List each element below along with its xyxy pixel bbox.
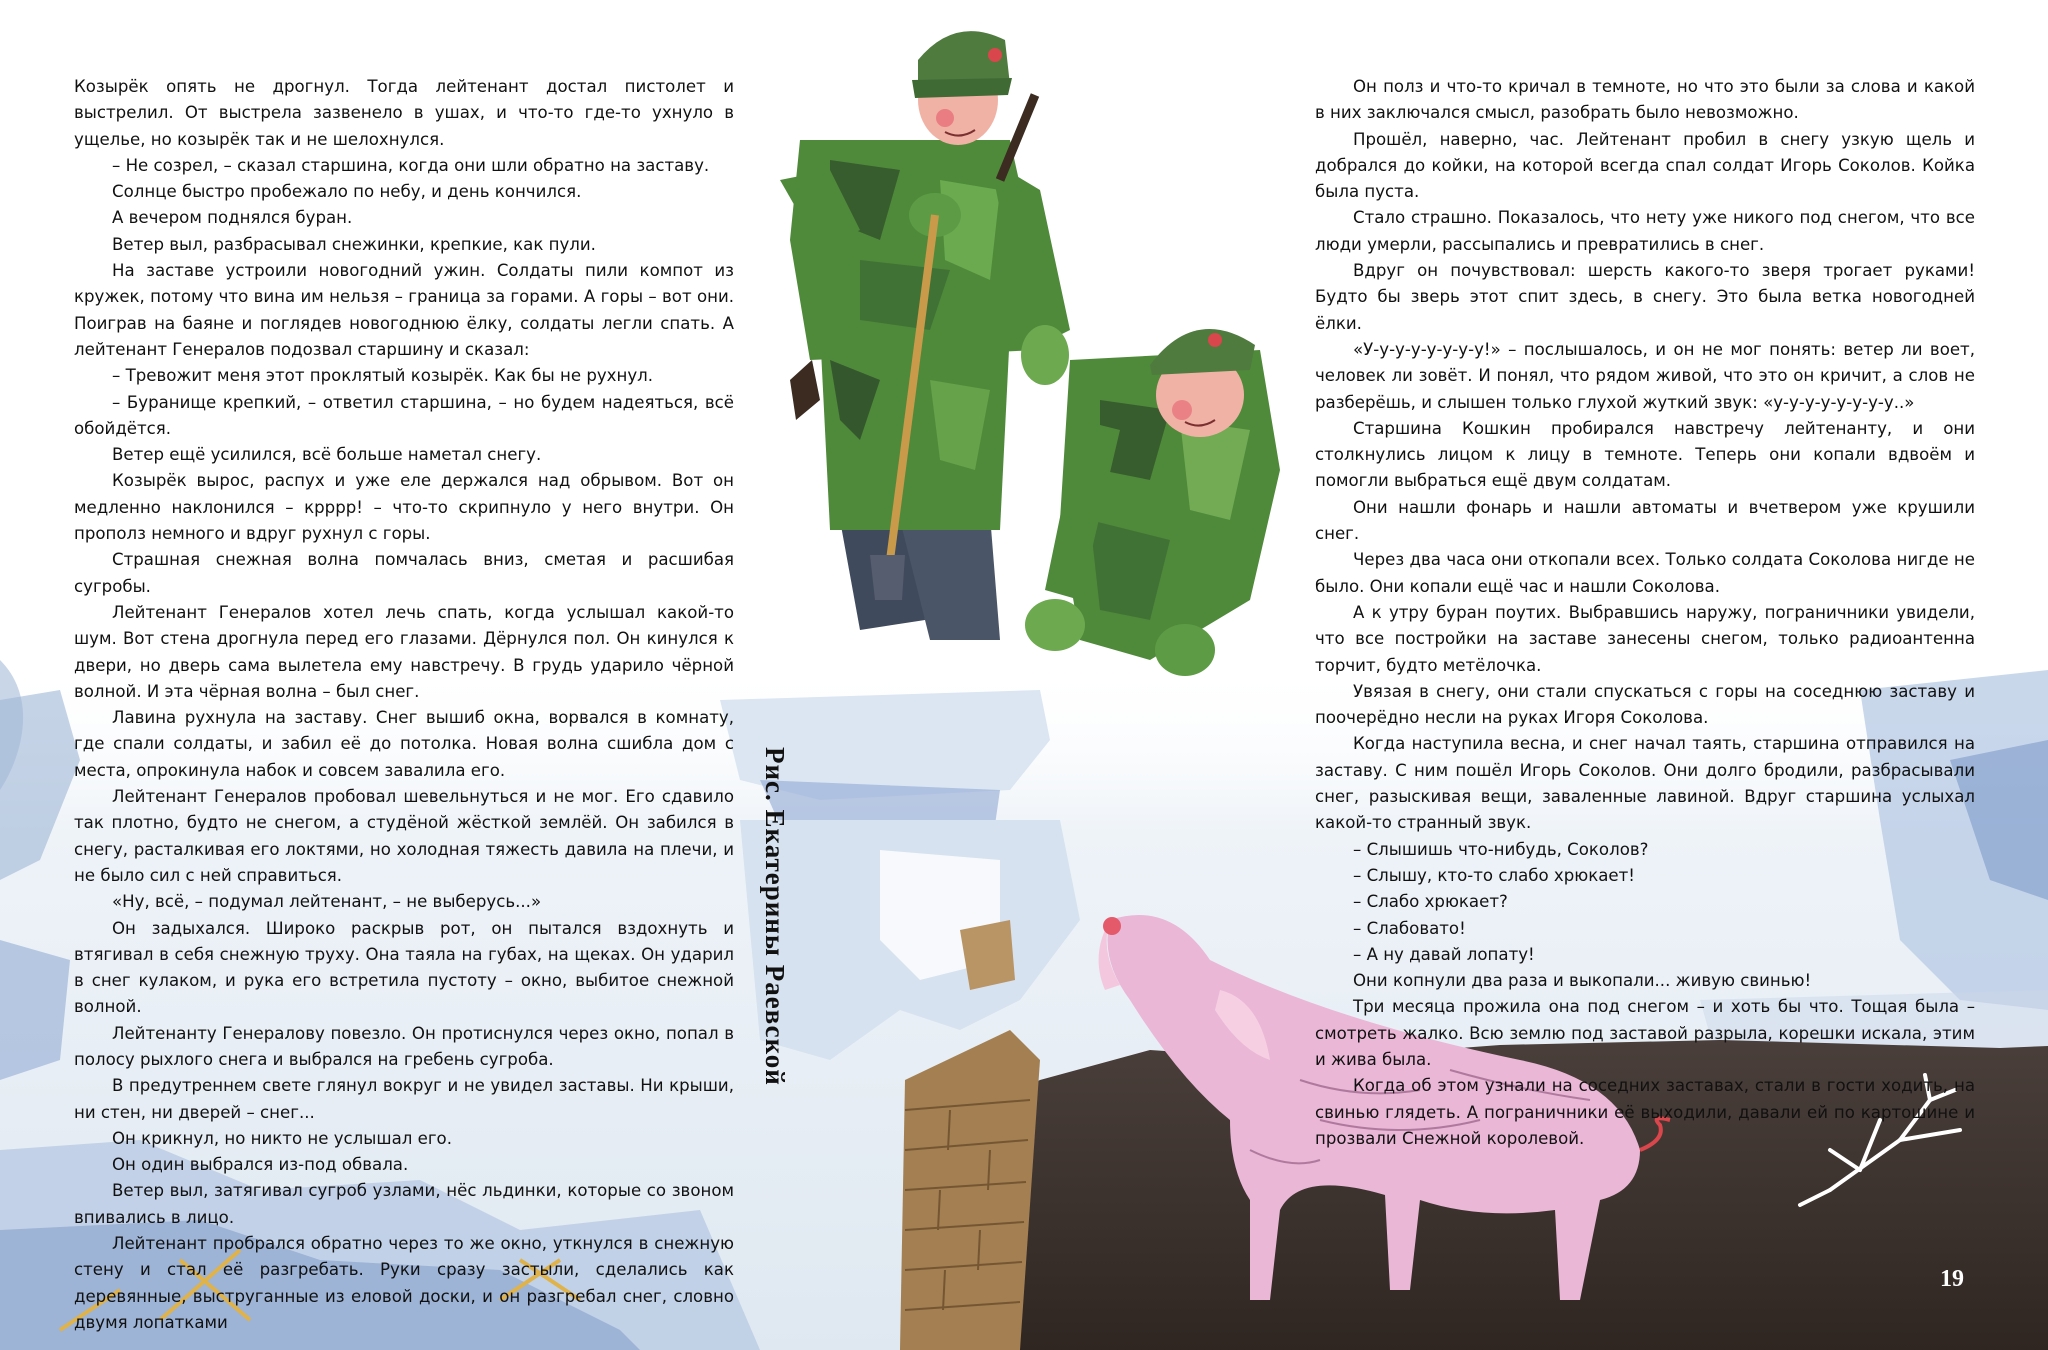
paragraph: – Слышишь что-нибудь, Соколов? [1353,839,1649,859]
paragraph: Они копнули два раза и выкопали... живую свинью! [1353,971,1812,991]
left-text-column [74,74,734,1336]
paragraph: Вдруг он почувствовал: шерсть какого-то зверя трогает руками! Будто бы зверь этот спит здесь, в снегу. Это была ветка новогодней ёлки. [1315,261,1975,333]
paragraph: Старшина Кошкин пробирался навстречу лейтенанту, и они столкнулись лицом к лицу в темноте. Теперь они копали вдвоём и помогли выбраться ещё двум солдатам. [1315,418,1975,491]
paragraph: – Не созрел, – сказал старшина, когда они шли обратно на заставу. [112,155,710,175]
paragraph: Ветер выл, затягивал сугроб узлами, нёс льдинки, которые со звоном впивались в лицо. [74,1181,734,1227]
soldier-with-shovel-icon [780,31,1070,640]
paragraph: Он один выбрался из-под обвала. [112,1155,409,1175]
paragraph: Лейтенант пробрался обратно через то же окно, уткнулся в снежную стену и стал её разгребать. Руки сразу застыли, сделались как деревянные, выструганные из еловой доски, и он разгребал снег, словно двумя лопатками [74,1234,734,1332]
paragraph: Солнце быстро пробежало по небу, и день кончился. [112,182,582,202]
paragraph: Козырёк вырос, распух и уже еле держался над обрывом. Вот он медленно наклонился – крррр! – что-то скрипнуло у него внутри. Он прополз немного и вдруг рухнул с горы. [74,471,734,544]
paragraph: А вечером поднялся буран. [112,208,353,228]
paragraph: Они нашли фонарь и нашли автоматы и вчетвером уже крушили снег. [1315,497,1975,544]
paragraph: Лейтенант Генералов пробовал шевельнуться и не мог. Его сдавило так плотно, будто не снегом, а студёной жёсткой землёй. Он забился в снегу, расталкивая его локтями, но холодная тяжесть давила на плечи, и не было сил с ней справиться. [74,787,734,885]
paragraph: Когда наступила весна, и снег начал таять, старшина отправился на заставу. С ним пошёл Игорь Соколов. Они долго бродили, разбрасывали снег, разыскивая вещи, заваленные лавиной. Вдруг старшина услыхал какой-то странный звук. [1315,734,1975,833]
paragraph: Ветер ещё усилился, всё больше наметал снегу. [112,445,542,465]
page-number: 19 [1940,1266,1964,1292]
paragraph: Через два часа они откопали всех. Только солдата Соколова нигде не было. Они копали ещё час и нашли Соколова. [1315,550,1975,596]
right-text-column [1315,74,1975,1152]
paragraph: Он полз и что-то кричал в темноте, но что это были за слова и какой в них заключался смысл, разобрать было невозможно. [1315,77,1975,123]
paragraph: Лейтенанту Генералову повезло. Он протиснулся через окно, попал в полосу рыхлого снега и выбрался на гребень сугроба. [74,1023,734,1069]
paragraph: Лавина рухнула на заставу. Снег вышиб окна, ворвался в комнату, где спали солдаты, и забил её до потолка. Новая волна сшибла дом с места, опрокинула набок и совсем завалила его. [74,708,734,780]
illustration-credit-text: Рис. Екатерины Раевской [760,747,790,1086]
paragraph: – Тревожит меня этот проклятый козырёк. Как бы не рухнул. [112,366,654,386]
paragraph: Он крикнул, но никто не услышал его. [112,1128,452,1148]
paragraph: – Слабовато! [1353,918,1466,938]
paragraph: Стало страшно. Показалось, что нету уже никого под снегом, что все люди умерли, рассыпались и превратились в снег. [1315,208,1975,254]
paragraph: В предутреннем свете глянул вокруг и не увидел заставы. Ни крыши, ни стен, ни дверей – снег... [74,1076,734,1122]
paragraph: «Ну, всё, – подумал лейтенант, – не выберусь...» [112,892,542,912]
paragraph: Ветер выл, разбрасывал снежинки, крепкие, как пули. [112,234,596,254]
paragraph: Козырёк опять не дрогнул. Тогда лейтенант достал пистолет и выстрелил. От выстрела зазвенело в ушах, и что-то где-то ухнуло в ущелье, но козырёк так и не шелохнулся. [74,77,734,149]
paragraph: А к утру буран поутих. Выбравшись наружу, пограничники увидели, что все постройки на заставе занесены снегом, только радиоантенна торчит, будто метёлочка. [1315,602,1975,675]
paragraph: Лейтенант Генералов хотел лечь спать, когда услышал какой-то шум. Вот стена дрогнула перед его глазами. Дёрнулся пол. Он кинулся к двери, но дверь сама вылетела ему навстречу. В грудь ударило чёрной волной. И эта чёрная волна – был снег. [74,602,734,701]
paragraph: Три месяца прожила она под снегом – и хоть бы что. Тощая была – смотреть жалко. Всю землю под заставой разрыла, корешки искала, этим и жива была. [1315,997,1975,1069]
paragraph: Страшная снежная волна помчалась вниз, сметая и расшибая сугробы. [74,550,734,596]
paragraph: На заставе устроили новогодний ужин. Солдаты пили компот из кружек, потому что вина им нельзя – граница за горами. А горы – вот они. Поиграв на баяне и поглядев новогоднюю ёлку, солдаты легли спать. А лейтенант Генералов подозвал старшину и сказал: [74,261,734,359]
paragraph: – А ну давай лопату! [1353,944,1535,964]
paragraph: – Слабо хрюкает? [1353,892,1508,912]
paragraph: – Буранище крепкий, – ответил старшина, – но будем надеяться, всё обойдётся. [74,392,734,438]
paragraph: Увязая в снегу, они стали спускаться с горы на соседнюю заставу и поочерёдно несли на руках Игоря Соколова. [1315,681,1975,728]
paragraph: Прошёл, наверно, час. Лейтенант пробил в снегу узкую щель и добрался до койки, на которой всегда спал солдат Игорь Соколов. Койка была пуста. [1315,129,1975,202]
paragraph: Он задыхался. Широко раскрыв рот, он пытался вздохнуть и втягивал в себя снежную труху. Она таяла на губах, на щеках. Он ударил в снег кулаком, и рука его встретила пустоту – окно, выбитое снежной волной. [74,918,734,1017]
paragraph: Когда об этом узнали на соседних заставах, стали в гости ходить, на свинью глядеть. А пограничники её выходили, давали ей по картошине и прозвали Снежной королевой. [1315,1076,1975,1148]
paragraph: «У-у-у-у-у-у-у-у!» – послышалось, и он не мог понять: ветер ли воет, человек ли зовёт. И понял, что рядом живой, что это он кричит, а слов не разберёшь, и слышен только глухой жуткий звук: «у-у-у-у-у-у-у-у..» [1315,339,1975,412]
crouching-soldier-icon [1025,329,1280,676]
paragraph: – Слышу, кто-то слабо хрюкает! [1353,865,1635,885]
